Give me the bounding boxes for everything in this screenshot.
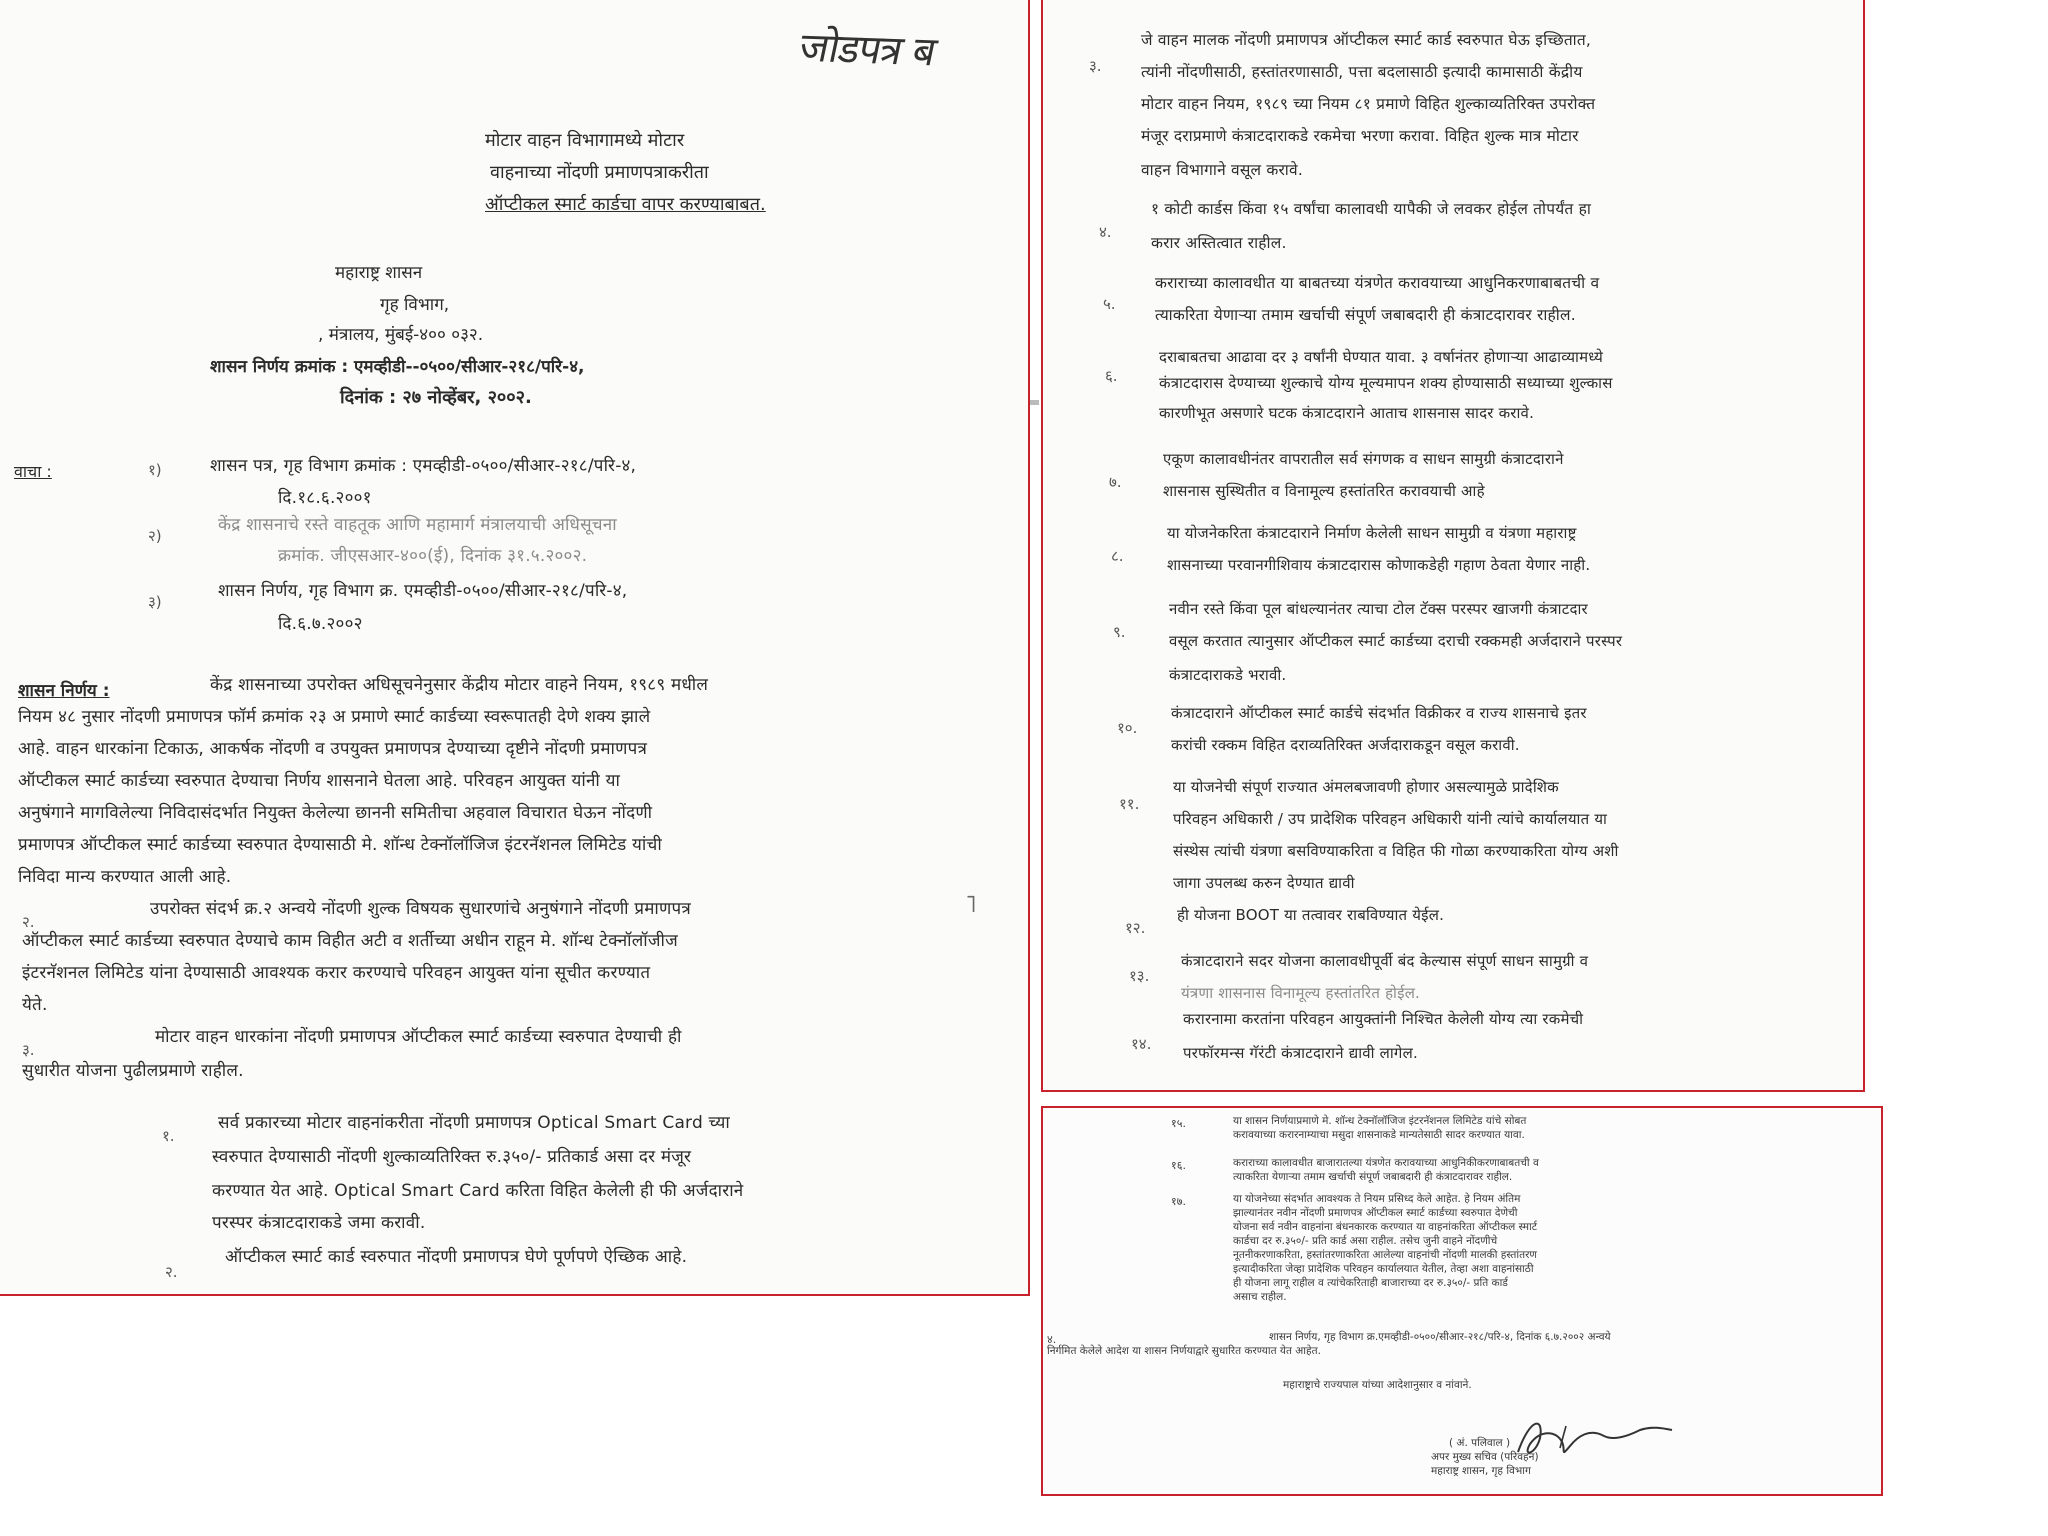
scheme-item-line: मोटार वाहन नियम, १९८९ च्या नियम ८१ प्रमाणे विहित शुल्काव्यतिरिक्त उपरोक्त [1141, 95, 1596, 113]
reference-line: क्रमांक. जीएसआर-४००(ई), दिनांक ३१.५.२००२. [278, 546, 588, 566]
scheme-item-line: दराबाबतचा आढावा दर ३ वर्षांनी घेण्यात यावा. ३ वर्षानंतर होणाऱ्या आढाव्यामध्ये [1159, 348, 1604, 366]
scheme-item-number: ४. [1099, 223, 1112, 241]
gr-title-line: मोटार वाहन विभागामध्ये मोटार [485, 130, 685, 151]
signature-image [1500, 1408, 1690, 1468]
scheme-item-line: करण्यात येत आहे. Optical Smart Card करिता विहित केलेली ही फी अर्जदाराने [212, 1181, 744, 1201]
gr-number: शासन निर्णय क्रमांक : एमव्हीडी--०५००/सीआर-२१८/परि-४, [210, 357, 585, 377]
scheme-item-line: १ कोटी कार्डस किंवा १५ वर्षांचा कालावधी यापैकी जे लवकर होईल तोपर्यंत हा [1151, 200, 1592, 218]
scheme-item-line: नवीन रस्ते किंवा पूल बांधल्यानंतर त्याचा टोल टॅक्स परस्पर खाजगी कंत्राटदार [1169, 600, 1588, 618]
document-page-left [0, 0, 1030, 1296]
scheme-item-line: ही योजना लागू राहील व त्यांचेकरिताही बाजाराच्या दर रु.३५०/- प्रति कार्ड [1233, 1277, 1508, 1289]
closing-line: महाराष्ट्राचे राज्यपाल यांच्या आदेशानुसार व नांवाने. [1283, 1379, 1472, 1391]
paragraph-number: ३. [22, 1041, 35, 1059]
paragraph-number: २. [22, 913, 35, 931]
signatory-name: ( अं. पलिवाल ) [1449, 1437, 1511, 1449]
scheme-item-line: इत्यादीकरिता जेव्हा प्रादेशिक परिवहन कार्यालयात येतील, तेव्हा अशा वाहनांसाठी [1233, 1263, 1534, 1275]
scheme-item-line: त्यांनी नोंदणीसाठी, हस्तांतरणासाठी, पत्ता बदलासाठी इत्यादी कामासाठी केंद्रीय [1141, 63, 1583, 81]
scheme-item-line: मंजूर दराप्रमाणे कंत्राटदाराकडे रकमेचा भरणा करावा. विहित शुल्क मात्र मोटार [1141, 127, 1579, 145]
scheme-item-line: ही योजना BOOT या तत्वावर राबविण्यात येईल. [1177, 906, 1445, 924]
signatory-designation: अपर मुख्य सचिव (परिवहन) [1431, 1451, 1539, 1463]
scheme-item-line: करांची रक्कम विहित दराव्यतिरिक्त अर्जदाराकडून वसूल करावी. [1171, 736, 1520, 754]
scheme-item-line: झाल्यानंतर नवीन नोंदणी प्रमाणपत्र ऑप्टीकल स्मार्ट कार्डच्या स्वरुपात देणेची [1233, 1207, 1518, 1219]
decision-line: केंद्र शासनाच्या उपरोक्त अधिसूचनेनुसार केंद्रीय मोटार वाहने नियम, १९८९ मधील [210, 675, 709, 695]
paragraph-line: सुधारीत योजना पुढीलप्रमाणे राहील. [22, 1061, 244, 1081]
reference-number: १) [148, 461, 162, 479]
scheme-item-number: १. [162, 1127, 175, 1145]
references-label: वाचा : [14, 462, 52, 481]
scheme-item-line: असाच राहील. [1233, 1291, 1287, 1303]
scheme-item-line: या शासन निर्णयाप्रमाणे मे. शॉन्ध टेक्नॉलॉजिज इंटरनॅशनल लिमिटेड यांचे सोबत [1233, 1115, 1527, 1127]
reference-line: शासन निर्णय, गृह विभाग क्र. एमव्हीडी-०५००/सीआर-२१८/परि-४, [218, 581, 628, 601]
scheme-item-line: कारणीभूत असणारे घटक कंत्राटदाराने आताच शासनास सादर करावे. [1159, 404, 1535, 422]
scheme-item-number: १४. [1131, 1035, 1152, 1053]
scheme-item-line: नूतनीकरणाकरिता, हस्तांतरणाकरिता आलेल्या वाहनांची नोंदणी मालकी हस्तांतरण [1233, 1249, 1538, 1261]
scheme-item-number: १६. [1171, 1159, 1186, 1172]
decision-label: शासन निर्णय : [18, 681, 110, 701]
gr-date: दिनांक : २७ नोव्हेंबर, २००२. [340, 387, 532, 408]
scheme-item-line: कराराच्या कालावधीत बाजारातल्या यंत्रणेत करावयाच्या आधुनिकीकरणाबाबतची व [1233, 1157, 1539, 1169]
reference-number: ३) [148, 593, 162, 611]
reference-line: दि.१८.६.२००१ [278, 488, 372, 508]
scheme-item-number: ६. [1105, 367, 1118, 385]
paragraph-line: ऑप्टीकल स्मार्ट कार्डच्या स्वरुपात देण्याचे काम विहीत अटी व शर्तीच्या अधीन राहून मे. शॉन्ध टेक्नॉलॉजीज [22, 931, 678, 951]
issuer-line: , मंत्रालय, मुंबई-४०० ०३२. [318, 325, 484, 345]
paragraph-line: शासन निर्णय, गृह विभाग क्र.एमव्हीडी-०५००/सीआर-२१८/परि-४, दिनांक ६.७.२००२ अन्वये [1269, 1331, 1611, 1343]
scheme-item-line: वसूल करतात त्यानुसार ऑप्टीकल स्मार्ट कार्डच्या दराची रक्कमही अर्जदाराने परस्पर [1169, 632, 1623, 650]
scheme-item-line: परस्पर कंत्राटदाराकडे जमा करावी. [212, 1213, 426, 1233]
decision-line: निविदा मान्य करण्यात आली आहे. [18, 867, 232, 887]
scheme-item-line: स्वरुपात देण्यासाठी नोंदणी शुल्काव्यतिरिक्त रु.३५०/- प्रतिकार्ड असा दर मंजूर [212, 1147, 692, 1167]
scheme-item-line: करार अस्तित्वात राहील. [1151, 234, 1287, 252]
scheme-item-line: या योजनेची संपूर्ण राज्यात अंमलबजावणी होणार असल्यामुळे प्रादेशिक [1173, 778, 1559, 796]
scheme-item-number: १०. [1117, 719, 1138, 737]
scheme-item-line: या योजनेच्या संदर्भात आवश्यक ते नियम प्रसिध्द केले आहेत. हे नियम अंतिम [1233, 1193, 1521, 1205]
reference-line: केंद्र शासनाचे रस्ते वाहतूक आणि महामार्ग मंत्रालयाची अधिसूचना [218, 515, 617, 535]
issuer-line: गृह विभाग, [380, 295, 450, 315]
scheme-item-line: जागा उपलब्ध करुन देण्यात द्यावी [1173, 874, 1355, 892]
document-page-right-top [1041, 0, 1865, 1092]
scheme-item-line: कराराच्या कालावधीत या बाबतच्या यंत्रणेत करावयाच्या आधुनिकरणाबाबतची व [1155, 274, 1600, 292]
scheme-item-line: वाहन विभागाने वसूल करावे. [1141, 161, 1303, 179]
paragraph-line: येते. [22, 995, 48, 1015]
scheme-item-line: सर्व प्रकारच्या मोटार वाहनांकरीता नोंदणी प्रमाणपत्र Optical Smart Card च्या [218, 1113, 730, 1133]
scheme-item-line: कंत्राटदाराने ऑप्टीकल स्मार्ट कार्डचे संदर्भात विक्रीकर व राज्य शासनाचे इतर [1171, 704, 1587, 722]
scan-mark [1030, 400, 1039, 405]
scheme-item-line: कंत्राटदाराकडे भरावी. [1169, 666, 1287, 684]
scheme-item-number: ११. [1119, 795, 1140, 813]
decision-line: अनुषंगाने मागविलेल्या निविदासंदर्भात नियुक्त केलेल्या छाननी समितीचा अहवाल विचारात घेऊन नोंदणी [18, 803, 653, 823]
signatory-department: महाराष्ट्र शासन, गृह विभाग [1431, 1465, 1531, 1477]
scheme-item-number: १७. [1171, 1195, 1186, 1208]
document-page-right-bottom [1041, 1106, 1883, 1496]
scheme-item-number: ५. [1103, 295, 1116, 313]
scheme-item-line: परफॉरमन्स गॅरंटी कंत्राटदाराने द्यावी लागेल. [1183, 1044, 1418, 1062]
reference-number: २) [148, 527, 162, 545]
paragraph-line: मोटार वाहन धारकांना नोंदणी प्रमाणपत्र ऑप्टीकल स्मार्ट कार्डच्या स्वरुपात देण्याची ही [155, 1027, 682, 1047]
scheme-item-number: २. [165, 1263, 178, 1281]
gr-title-line: ऑप्टीकल स्मार्ट कार्डचा वापर करण्याबाबत. [485, 194, 766, 215]
scheme-item-number: १३. [1129, 967, 1150, 985]
paragraph-line: उपरोक्त संदर्भ क्र.२ अन्वये नोंदणी शुल्क विषयक सुधारणांचे अनुषंगाने नोंदणी प्रमाणपत्र [150, 899, 691, 919]
scheme-item-line: या योजनेकरिता कंत्राटदाराने निर्माण केलेली साधन सामुग्री व यंत्रणा महाराष्ट्र [1167, 524, 1577, 542]
scheme-item-line: ऑप्टीकल स्मार्ट कार्ड स्वरुपात नोंदणी प्रमाणपत्र घेणे पूर्णपणे ऐच्छिक आहे. [225, 1247, 688, 1267]
scheme-item-line: कंत्राटदाराने सदर योजना कालावधीपूर्वी बंद केल्यास संपूर्ण साधन सामुग्री व [1181, 952, 1589, 970]
scheme-item-number: ७. [1109, 473, 1122, 491]
scheme-item-number: ३. [1089, 57, 1102, 75]
scheme-item-line: करारनामा करतांना परिवहन आयुक्तांनी निश्चित केलेली योग्य त्या रकमेची [1183, 1010, 1584, 1028]
scheme-item-number: १२. [1125, 919, 1146, 937]
reference-line: दि.६.७.२००२ [278, 614, 363, 634]
scheme-item-line: परिवहन अधिकारी / उप प्रादेशिक परिवहन अधिकारी यांनी त्यांचे कार्यालयात या [1173, 810, 1608, 828]
scheme-item-number: ८. [1111, 547, 1124, 565]
scheme-item-line: शासनाच्या परवानगीशिवाय कंत्राटदारास कोणाकडेही गहाण ठेवता येणार नाही. [1167, 556, 1591, 574]
scheme-item-line: त्याकरिता येणाऱ्या तमाम खर्चाची संपूर्ण जबाबदारी ही कंत्राटदारावर राहील. [1233, 1171, 1513, 1183]
decision-line: आहे. वाहन धारकांना टिकाऊ, आकर्षक नोंदणी व उपयुक्त प्रमाणपत्र देण्याच्या दृष्टीने नोंदणी प्रमाणपत्र [18, 739, 648, 759]
scan-mark: ˥ [965, 890, 977, 918]
issuer-line: महाराष्ट्र शासन [335, 263, 423, 283]
scheme-item-line: त्याकरिता येणाऱ्या तमाम खर्चाची संपूर्ण जबाबदारी ही कंत्राटदारावर राहील. [1155, 306, 1576, 324]
decision-line: प्रमाणपत्र ऑप्टीकल स्मार्ट कार्डच्या स्वरुपात देण्यासाठी मे. शॉन्ध टेक्नॉलॉजिज इंटरनॅशनल लिमिटेड यांची [18, 835, 662, 855]
decision-line: नियम ४८ नुसार नोंदणी प्रमाणपत्र फॉर्म क्रमांक २३ अ प्रमाणे स्मार्ट कार्डच्या स्वरूपातही देणे शक्य झाले [18, 707, 651, 727]
reference-line: शासन पत्र, गृह विभाग क्रमांक : एमव्हीडी-०५००/सीआर-२१८/परि-४, [210, 456, 637, 476]
scheme-item-line: करावयाच्या करारनाम्याचा मसुदा शासनाकडे मान्यतेसाठी सादर करण्यात यावा. [1233, 1129, 1525, 1141]
decision-line: ऑप्टीकल स्मार्ट कार्डच्या स्वरुपात देण्याचा निर्णय शासनाने घेतला आहे. परिवहन आयुक्त यांनी या [18, 771, 621, 791]
scheme-item-number: १५. [1171, 1117, 1186, 1130]
paragraph-line: निर्गमित केलेले आदेश या शासन निर्णयाद्वारे सुधारित करण्यात येत आहेत. [1047, 1345, 1321, 1357]
scheme-item-line: कंत्राटदारास देण्याच्या शुल्काचे योग्य मूल्यमापन शक्य होण्यासाठी सध्याच्या शुल्कास [1159, 374, 1613, 392]
scheme-item-line: संस्थेस त्यांची यंत्रणा बसविण्याकरिता व विहित फी गोळा करण्याकरिता योग्य अशी [1173, 842, 1619, 860]
scheme-item-line: योजना सर्व नवीन वाहनांना बंधनकारक करण्यात या वाहनांकरिता ऑप्टीकल स्मार्ट [1233, 1221, 1537, 1233]
scheme-item-line: शासनास सुस्थितीत व विनामूल्य हस्तांतरित करावयाची आहे [1163, 482, 1485, 500]
scheme-item-number: ९. [1113, 623, 1126, 641]
paragraph-number: ४. [1047, 1333, 1057, 1346]
scheme-item-line: जे वाहन मालक नोंदणी प्रमाणपत्र ऑप्टीकल स्मार्ट कार्ड स्वरुपात घेऊ इच्छितात, [1141, 31, 1592, 49]
gr-title-line: वाहनाच्या नोंदणी प्रमाणपत्राकरीता [490, 162, 709, 183]
scheme-item-line: यंत्रणा शासनास विनामूल्य हस्तांतरित होईल. [1181, 984, 1421, 1002]
paragraph-line: इंटरनॅशनल लिमिटेड यांना देण्यासाठी आवश्यक करार करण्याचे परिवहन आयुक्त यांना सूचीत करण्यात [22, 963, 651, 983]
scheme-item-line: एकूण कालावधीनंतर वापरातील सर्व संगणक व साधन सामुग्री कंत्राटदाराने [1163, 450, 1564, 468]
annexure-stamp: जोडपत्र ब [795, 24, 940, 76]
scheme-item-line: कार्डचा दर रु.३५०/- प्रति कार्ड असा राहील. तसेच जुनी वाहने नोंदणीचे [1233, 1235, 1498, 1247]
